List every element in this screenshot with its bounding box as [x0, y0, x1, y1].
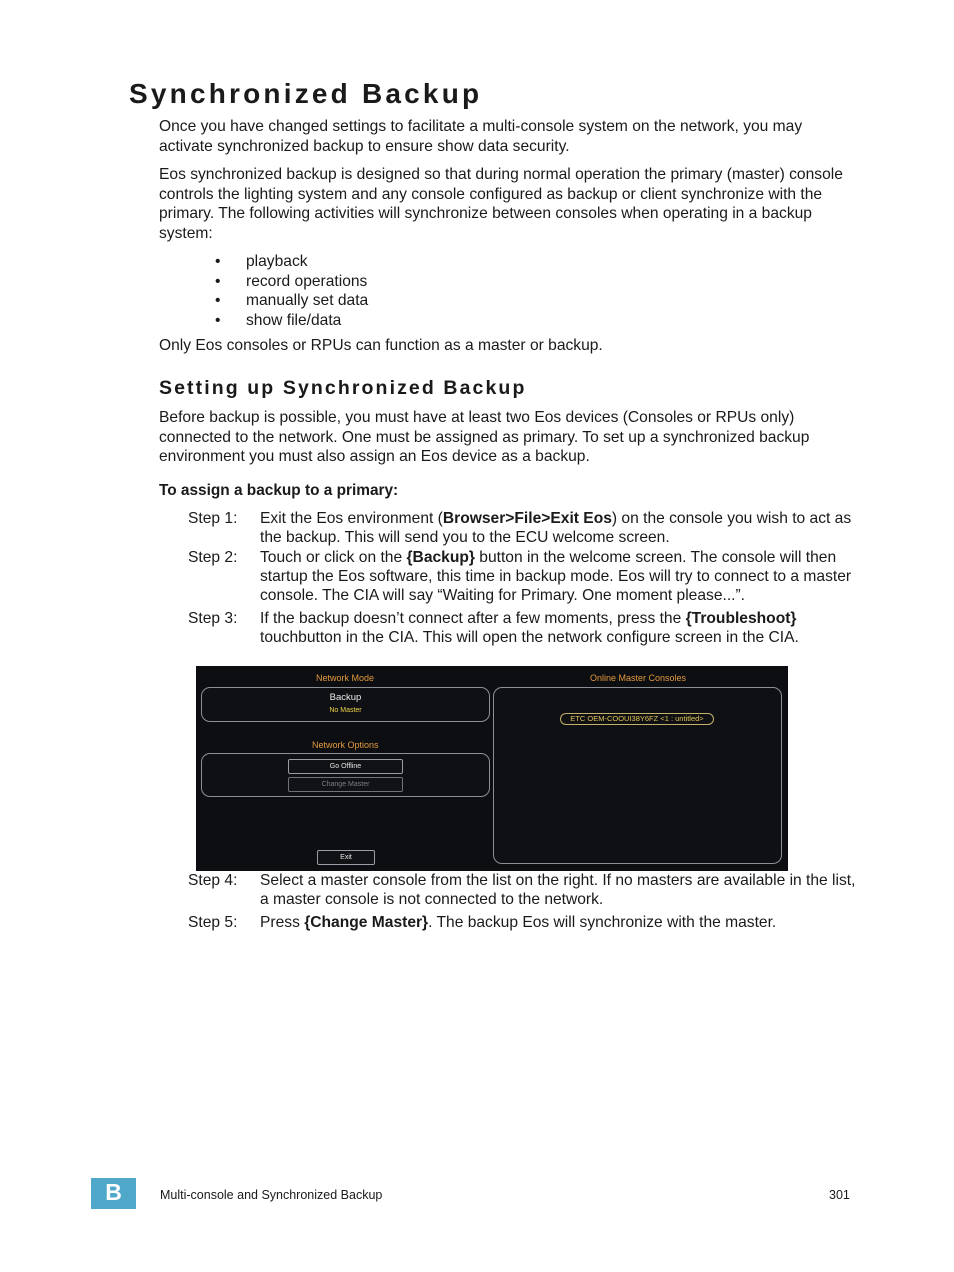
bullet-icon: • — [215, 253, 221, 270]
activity-list — [215, 252, 368, 330]
list-item: • record operations — [215, 272, 368, 290]
page-title: Synchronized Backup — [129, 78, 483, 109]
step-text: Select a master console from the list on the right. If no masters are available in the list, a master console is not connected to the network. — [260, 872, 856, 908]
step-number: Step 4: — [188, 872, 238, 889]
network-config-screenshot — [196, 666, 788, 871]
page-number: 301 — [829, 1188, 850, 1202]
step-number: Step 2: — [188, 549, 238, 566]
bullet-icon: • — [215, 272, 221, 290]
online-masters-panel — [493, 687, 782, 864]
network-mode-panel — [201, 687, 490, 722]
intro-paragraph-2: Eos synchronized backup is designed so that during normal operation the primary (master) console controls the lighting system and any console configured as backup or client synchronize with the primary. The following activities will synchronize between consoles when operating in a backup system: — [159, 166, 843, 242]
bullet-icon: • — [215, 292, 221, 309]
bullet-icon: • — [215, 311, 221, 329]
procedure-title: To assign a backup to a primary: — [159, 482, 399, 499]
step-number: Step 5: — [188, 914, 238, 931]
change-master-button[interactable]: Change Master — [288, 777, 403, 792]
list-item: • manually set data — [215, 292, 369, 309]
setup-paragraph: Before backup is possible, you must have at least two Eos devices (Consoles or RPUs only) connected to the network. One must be assigned as primary. To set up a synchronized backup environment you must also assign an Eos device as a backup. — [159, 409, 810, 465]
step-text: If the backup doesn’t connect after a few moments, press the {Troubleshoot} touchbutton in the CIA. This will open the network configure screen in the CIA. — [260, 610, 799, 646]
master-status: No Master — [329, 707, 362, 714]
appendix-tab: B — [91, 1178, 136, 1209]
intro-paragraph-1: Once you have changed settings to facilitate a multi-console system on the network, you may activate synchronized backup to ensure show data security. — [159, 118, 803, 155]
go-offline-button[interactable]: Go Offline — [288, 759, 403, 774]
step-text: Press {Change Master}. The backup Eos will synchronize with the master. — [260, 914, 777, 931]
exit-button[interactable]: Exit — [317, 850, 375, 865]
section-heading: Setting up Synchronized Backup — [159, 377, 527, 399]
step-text: Exit the Eos environment (Browser>File>Exit Eos) on the console you wish to act as the backup. This will send you to the ECU welcome screen. — [260, 510, 852, 546]
list-item: • playback — [215, 253, 308, 270]
footer-chapter: Multi-console and Synchronized Backup — [160, 1188, 383, 1202]
step-number: Step 3: — [188, 610, 238, 627]
online-masters-label: Online Master Consoles — [590, 673, 687, 683]
network-options-label: Network Options — [312, 740, 379, 750]
master-console-entry[interactable]: ETC OEM-COOUI38Y6FZ <1 : untitled> — [560, 713, 714, 725]
intro-paragraph-3: Only Eos consoles or RPUs can function as a master or backup. — [159, 337, 603, 354]
network-mode-value: Backup — [329, 692, 362, 703]
network-options-panel — [201, 753, 490, 797]
step-number: Step 1: — [188, 510, 238, 527]
list-item: • show file/data — [215, 311, 342, 329]
step-text: Touch or click on the {Backup} button in the welcome screen. The console will then startup the Eos software, this time in backup mode. Eos will try to connect to a master console. The CIA will say “Waiting for Primary. One moment please...”. — [260, 549, 852, 604]
network-mode-label: Network Mode — [316, 673, 375, 683]
